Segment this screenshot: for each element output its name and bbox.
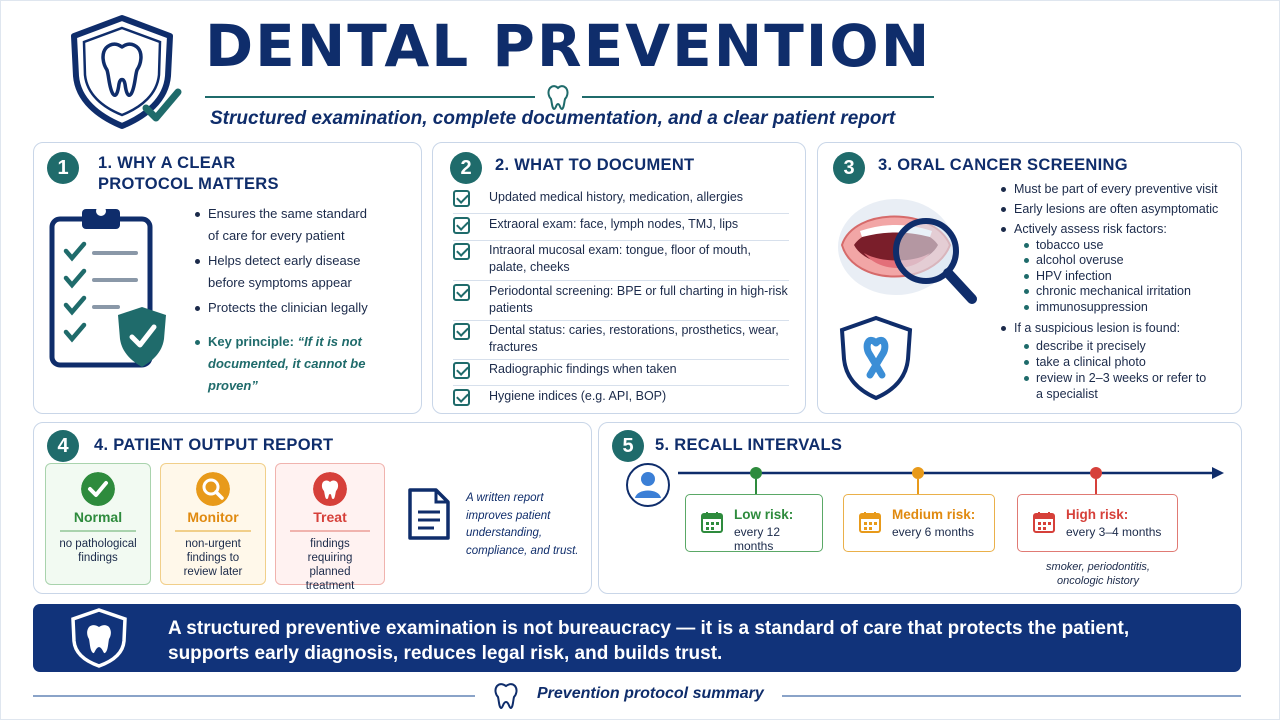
footer-text: Prevention protocol summary [537, 685, 764, 702]
checkbox-checked-icon [453, 284, 470, 301]
calendar-icon [858, 510, 882, 534]
risk-label: Low risk: [734, 507, 794, 522]
tooth-shield-icon [66, 12, 184, 130]
banner-line: A structured preventive examination is not bureaucracy — it is a standard of care that protects the patient, [168, 618, 1130, 639]
bullet-item: Actively assess risk factors: [1014, 218, 1167, 240]
checkbox-checked-icon [453, 190, 470, 207]
risk-label: High risk: [1066, 507, 1129, 522]
divider [60, 530, 136, 532]
status-label: Monitor [187, 509, 239, 525]
title-divider-right [582, 96, 934, 98]
risk-interval: every 6 months [892, 525, 975, 539]
section-why-protocol [33, 142, 422, 414]
tooth-icon [313, 472, 347, 506]
divider [290, 530, 370, 532]
checkbox-checked-icon [453, 389, 470, 406]
awareness-ribbon-shield-icon [838, 315, 914, 401]
status-label: Normal [73, 509, 123, 525]
check-circle-icon [81, 472, 115, 506]
document-icon [406, 486, 452, 542]
checkbox-checked-icon [453, 243, 470, 260]
banner-line: supports early diagnosis, reduces legal risk, and builds trust. [168, 643, 723, 664]
summary-banner [33, 604, 1241, 672]
checklist-item: Hygiene indices (e.g. API, BOP) [453, 389, 789, 413]
tooth-shield-icon [69, 607, 129, 669]
risk-interval: every 3–4 months [1066, 525, 1162, 539]
clipboard-checklist-icon [48, 203, 166, 373]
checkbox-checked-icon [453, 217, 470, 234]
bullet-item: Ensures the same standard of care for every patient [208, 203, 378, 247]
divider [175, 530, 251, 532]
bullet-item: Helps detect early disease before symptoms appear [208, 250, 378, 294]
risk-label: Medium risk: [892, 507, 976, 522]
mouth-magnifier-icon [834, 187, 994, 317]
lesion-step-item: describe it precisely [1036, 339, 1146, 353]
calendar-icon [1032, 510, 1056, 534]
risk-factor-item: HPV infection [1036, 269, 1112, 283]
page-subtitle: Structured examination, complete documentation, and a clear patient report [210, 108, 896, 129]
recall-card-high [1017, 494, 1178, 552]
checklist-item: Dental status: caries, restorations, prosthetics, wear, fractures [453, 323, 789, 360]
checklist-item: Periodontal screening: BPE or full charting in high-risk patients [453, 284, 789, 321]
section-title: 3. ORAL CANCER SCREENING [878, 156, 1128, 174]
checklist-item: Extraoral exam: face, lymph nodes, TMJ, lips [453, 217, 789, 241]
status-card-normal [45, 463, 151, 585]
section-number: 4 [47, 430, 79, 462]
status-description: findings requiring planned treatment [305, 538, 355, 592]
section-number: 1 [47, 152, 79, 184]
risk-interval: every 12 months [734, 525, 781, 553]
bullet-item: Must be part of every preventive visit [1014, 178, 1218, 200]
footer-divider-right [782, 695, 1241, 697]
section-oral-cancer-screening [817, 142, 1242, 414]
section-number: 2 [450, 152, 482, 184]
risk-factor-item: immunosuppression [1036, 300, 1148, 314]
status-card-monitor [160, 463, 266, 585]
checklist-item: Radiographic findings when taken [453, 362, 789, 386]
high-risk-note: smoker, periodontitis, oncologic history [1046, 561, 1150, 587]
patient-avatar-icon [625, 462, 671, 508]
bullet-item: Early lesions are often asymptomatic [1014, 198, 1218, 220]
section-what-to-document [432, 142, 806, 414]
checkbox-checked-icon [453, 362, 470, 379]
bullet-item: Protects the clinician legally [208, 297, 388, 319]
risk-factor-item: chronic mechanical irritation [1036, 284, 1191, 298]
status-card-treat [275, 463, 385, 592]
section-title: 1. WHY A CLEAR PROTOCOL MATTERS [98, 154, 279, 193]
section-title: 4. PATIENT OUTPUT REPORT [94, 436, 334, 454]
recall-card-medium [843, 494, 995, 552]
checkbox-checked-icon [453, 323, 470, 340]
lesion-step-item: take a clinical photo [1036, 355, 1146, 369]
risk-factor-item: tobacco use [1036, 238, 1104, 252]
title-divider-left [205, 96, 535, 98]
footer-divider-left [33, 695, 475, 697]
checklist-item: Intraoral mucosal exam: tongue, floor of mouth, palate, cheeks [453, 243, 789, 281]
recall-card-low [685, 494, 823, 552]
section-title: 2. WHAT TO DOCUMENT [495, 156, 695, 174]
report-note: A written report improves patient understanding, compliance, and trust. [466, 492, 579, 557]
calendar-icon [700, 510, 724, 534]
key-principle-label: Key principle: [208, 334, 294, 349]
section-number: 3 [833, 152, 865, 184]
checklist-item: Updated medical history, medication, allergies [453, 190, 789, 214]
tooth-icon [492, 680, 520, 710]
magnifier-icon [196, 472, 230, 506]
section-title: 5. RECALL INTERVALS [655, 436, 843, 454]
page-title: DENTAL PREVENTION [205, 12, 932, 80]
key-principle [208, 331, 388, 397]
section-number: 5 [612, 430, 644, 462]
status-label: Treat [313, 509, 347, 525]
key-principle-quote: “If it is not documented, it cannot be proven” [208, 334, 366, 393]
lesion-step-item: review in 2–3 weeks or refer to a specialist [1036, 371, 1216, 402]
bullet-item: If a suspicious lesion is found: [1014, 317, 1180, 339]
status-description: non-urgent findings to review later [183, 538, 243, 578]
banner-text [168, 616, 1129, 666]
risk-factor-item: alcohol overuse [1036, 253, 1124, 267]
status-description: no pathological findings [59, 538, 137, 564]
